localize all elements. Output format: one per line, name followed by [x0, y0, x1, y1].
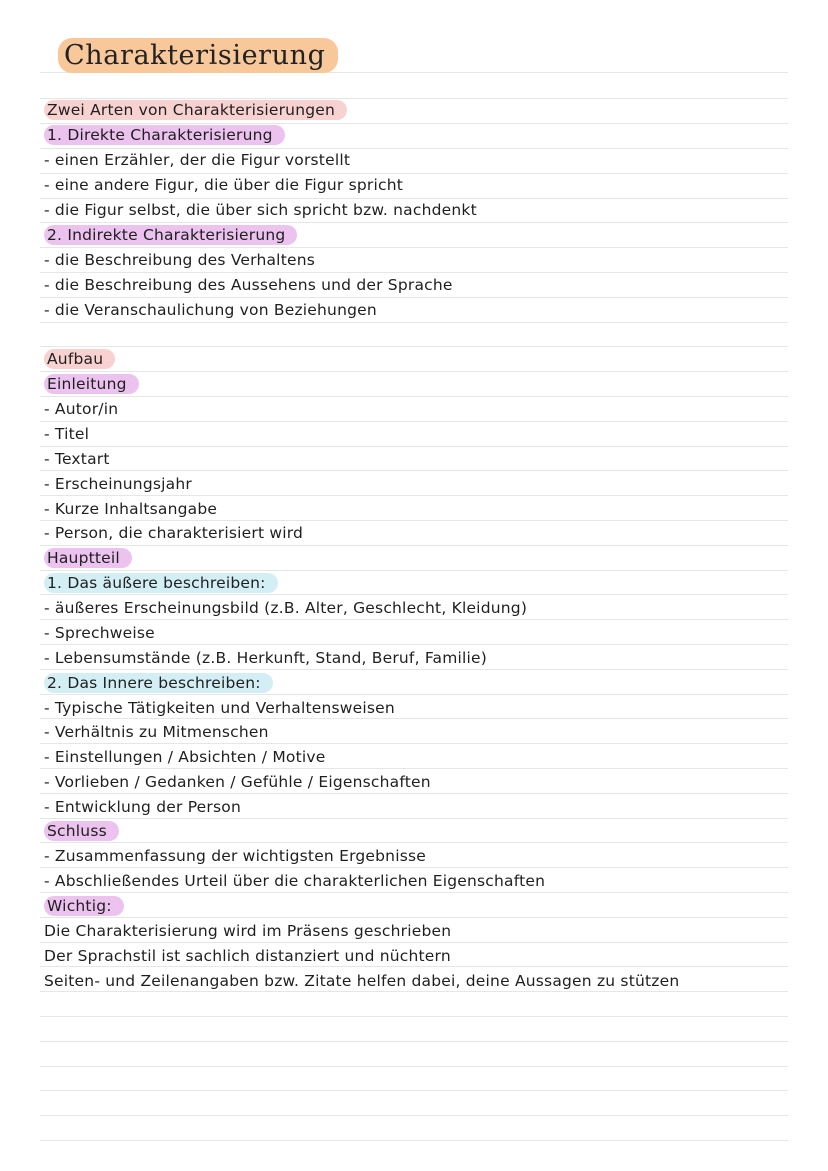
list-item: - die Figur selbst, die über sich spricht bzw. nachdenkt — [44, 201, 477, 219]
list-item: - Person, die charakterisiert wird — [44, 524, 304, 542]
subheading-schluss — [44, 821, 119, 841]
rule-line — [40, 470, 788, 471]
subheading-direct — [44, 125, 285, 145]
section-heading-aufbau — [44, 349, 115, 369]
rule-line — [40, 793, 788, 794]
rule-line — [40, 1090, 788, 1091]
rule-line — [40, 247, 788, 248]
rule-line — [40, 867, 788, 868]
rule-line — [40, 694, 788, 695]
subheading-text: Schluss — [44, 821, 119, 841]
rule-line — [40, 98, 788, 99]
rule-line — [40, 421, 788, 422]
page-title: Charakterisierung — [58, 38, 338, 73]
list-item: - Titel — [44, 425, 90, 443]
list-item: - Autor/in — [44, 400, 119, 418]
rule-line — [40, 892, 788, 893]
rule-line — [40, 1115, 788, 1116]
list-item: - äußeres Erscheinungsbild (z.B. Alter, Geschlecht, Kleidung) — [44, 599, 528, 617]
rule-line — [40, 917, 788, 918]
rule-line — [40, 818, 788, 819]
rule-line — [40, 520, 788, 521]
list-item: - einen Erzähler, der die Figur vorstellt — [44, 151, 351, 169]
list-item: - eine andere Figur, die über die Figur spricht — [44, 176, 404, 194]
rule-line — [40, 619, 788, 620]
list-item: - Lebensumstände (z.B. Herkunft, Stand, Beruf, Familie) — [44, 649, 488, 667]
rule-line — [40, 173, 788, 174]
rule-line — [40, 991, 788, 992]
list-item: - Erscheinungsjahr — [44, 475, 192, 493]
rule-line — [40, 495, 788, 496]
rule-line — [40, 644, 788, 645]
subheading-text: 1. Direkte Charakterisierung — [44, 125, 285, 145]
rule-line — [40, 1066, 788, 1067]
subheading-wichtig — [44, 896, 124, 916]
list-item: - Einstellungen / Absichten / Motive — [44, 748, 326, 766]
subheading-text: 2. Indirekte Charakterisierung — [44, 225, 297, 245]
rule-line — [40, 346, 788, 347]
section-heading-arten — [44, 100, 347, 120]
rule-line — [40, 446, 788, 447]
rule-line — [40, 198, 788, 199]
rule-line — [40, 718, 788, 719]
rule-line — [40, 743, 788, 744]
list-item: - Entwicklung der Person — [44, 798, 241, 816]
list-item: - die Beschreibung des Aussehens und der Sprache — [44, 276, 453, 294]
subsubheading-text: 1. Das äußere beschreiben: — [44, 573, 278, 593]
subheading-text: Einleitung — [44, 374, 139, 394]
rule-line — [40, 1140, 788, 1141]
rule-line — [40, 768, 788, 769]
list-item: - Typische Tätigkeiten und Verhaltensweisen — [44, 699, 395, 717]
rule-line — [40, 545, 788, 546]
list-item: - Abschließendes Urteil über die charakterlichen Eigenschaften — [44, 872, 546, 890]
subheading-text: Hauptteil — [44, 548, 132, 568]
rule-line — [40, 396, 788, 397]
title-container — [58, 38, 338, 73]
list-item: - die Veranschaulichung von Beziehungen — [44, 301, 377, 319]
note-line: Seiten- und Zeilenangaben bzw. Zitate helfen dabei, deine Aussagen zu stützen — [44, 972, 680, 990]
list-item: - Kurze Inhaltsangabe — [44, 500, 218, 518]
subsubheading-text: 2. Das Innere beschreiben: — [44, 673, 273, 693]
rule-line — [40, 297, 788, 298]
rule-line — [40, 322, 788, 323]
list-item: - Verhältnis zu Mitmenschen — [44, 723, 269, 741]
subsubheading-aussen — [44, 573, 278, 593]
list-item: - die Beschreibung des Verhaltens — [44, 251, 316, 269]
list-item: - Sprechweise — [44, 624, 155, 642]
section-heading-text: Aufbau — [44, 349, 115, 369]
rule-line — [40, 272, 788, 273]
note-line: Der Sprachstil ist sachlich distanziert und nüchtern — [44, 947, 451, 965]
rule-line — [40, 594, 788, 595]
subsubheading-innen — [44, 673, 273, 693]
rule-line — [40, 371, 788, 372]
rule-line — [40, 966, 788, 967]
rule-line — [40, 842, 788, 843]
rule-line — [40, 570, 788, 571]
rule-line — [40, 148, 788, 149]
list-item: - Zusammenfassung der wichtigsten Ergebnisse — [44, 847, 427, 865]
rule-line — [40, 123, 788, 124]
subheading-hauptteil — [44, 548, 132, 568]
list-item: - Vorlieben / Gedanken / Gefühle / Eigenschaften — [44, 773, 431, 791]
list-item: - Textart — [44, 450, 110, 468]
rule-line — [40, 222, 788, 223]
rule-line — [40, 669, 788, 670]
subheading-text: Wichtig: — [44, 896, 124, 916]
rule-line — [40, 1041, 788, 1042]
subheading-einleitung — [44, 374, 139, 394]
note-line: Die Charakterisierung wird im Präsens geschrieben — [44, 922, 452, 940]
rule-line — [40, 1016, 788, 1017]
section-heading-text: Zwei Arten von Charakterisierungen — [44, 100, 347, 120]
subheading-indirect — [44, 225, 297, 245]
rule-line — [40, 942, 788, 943]
